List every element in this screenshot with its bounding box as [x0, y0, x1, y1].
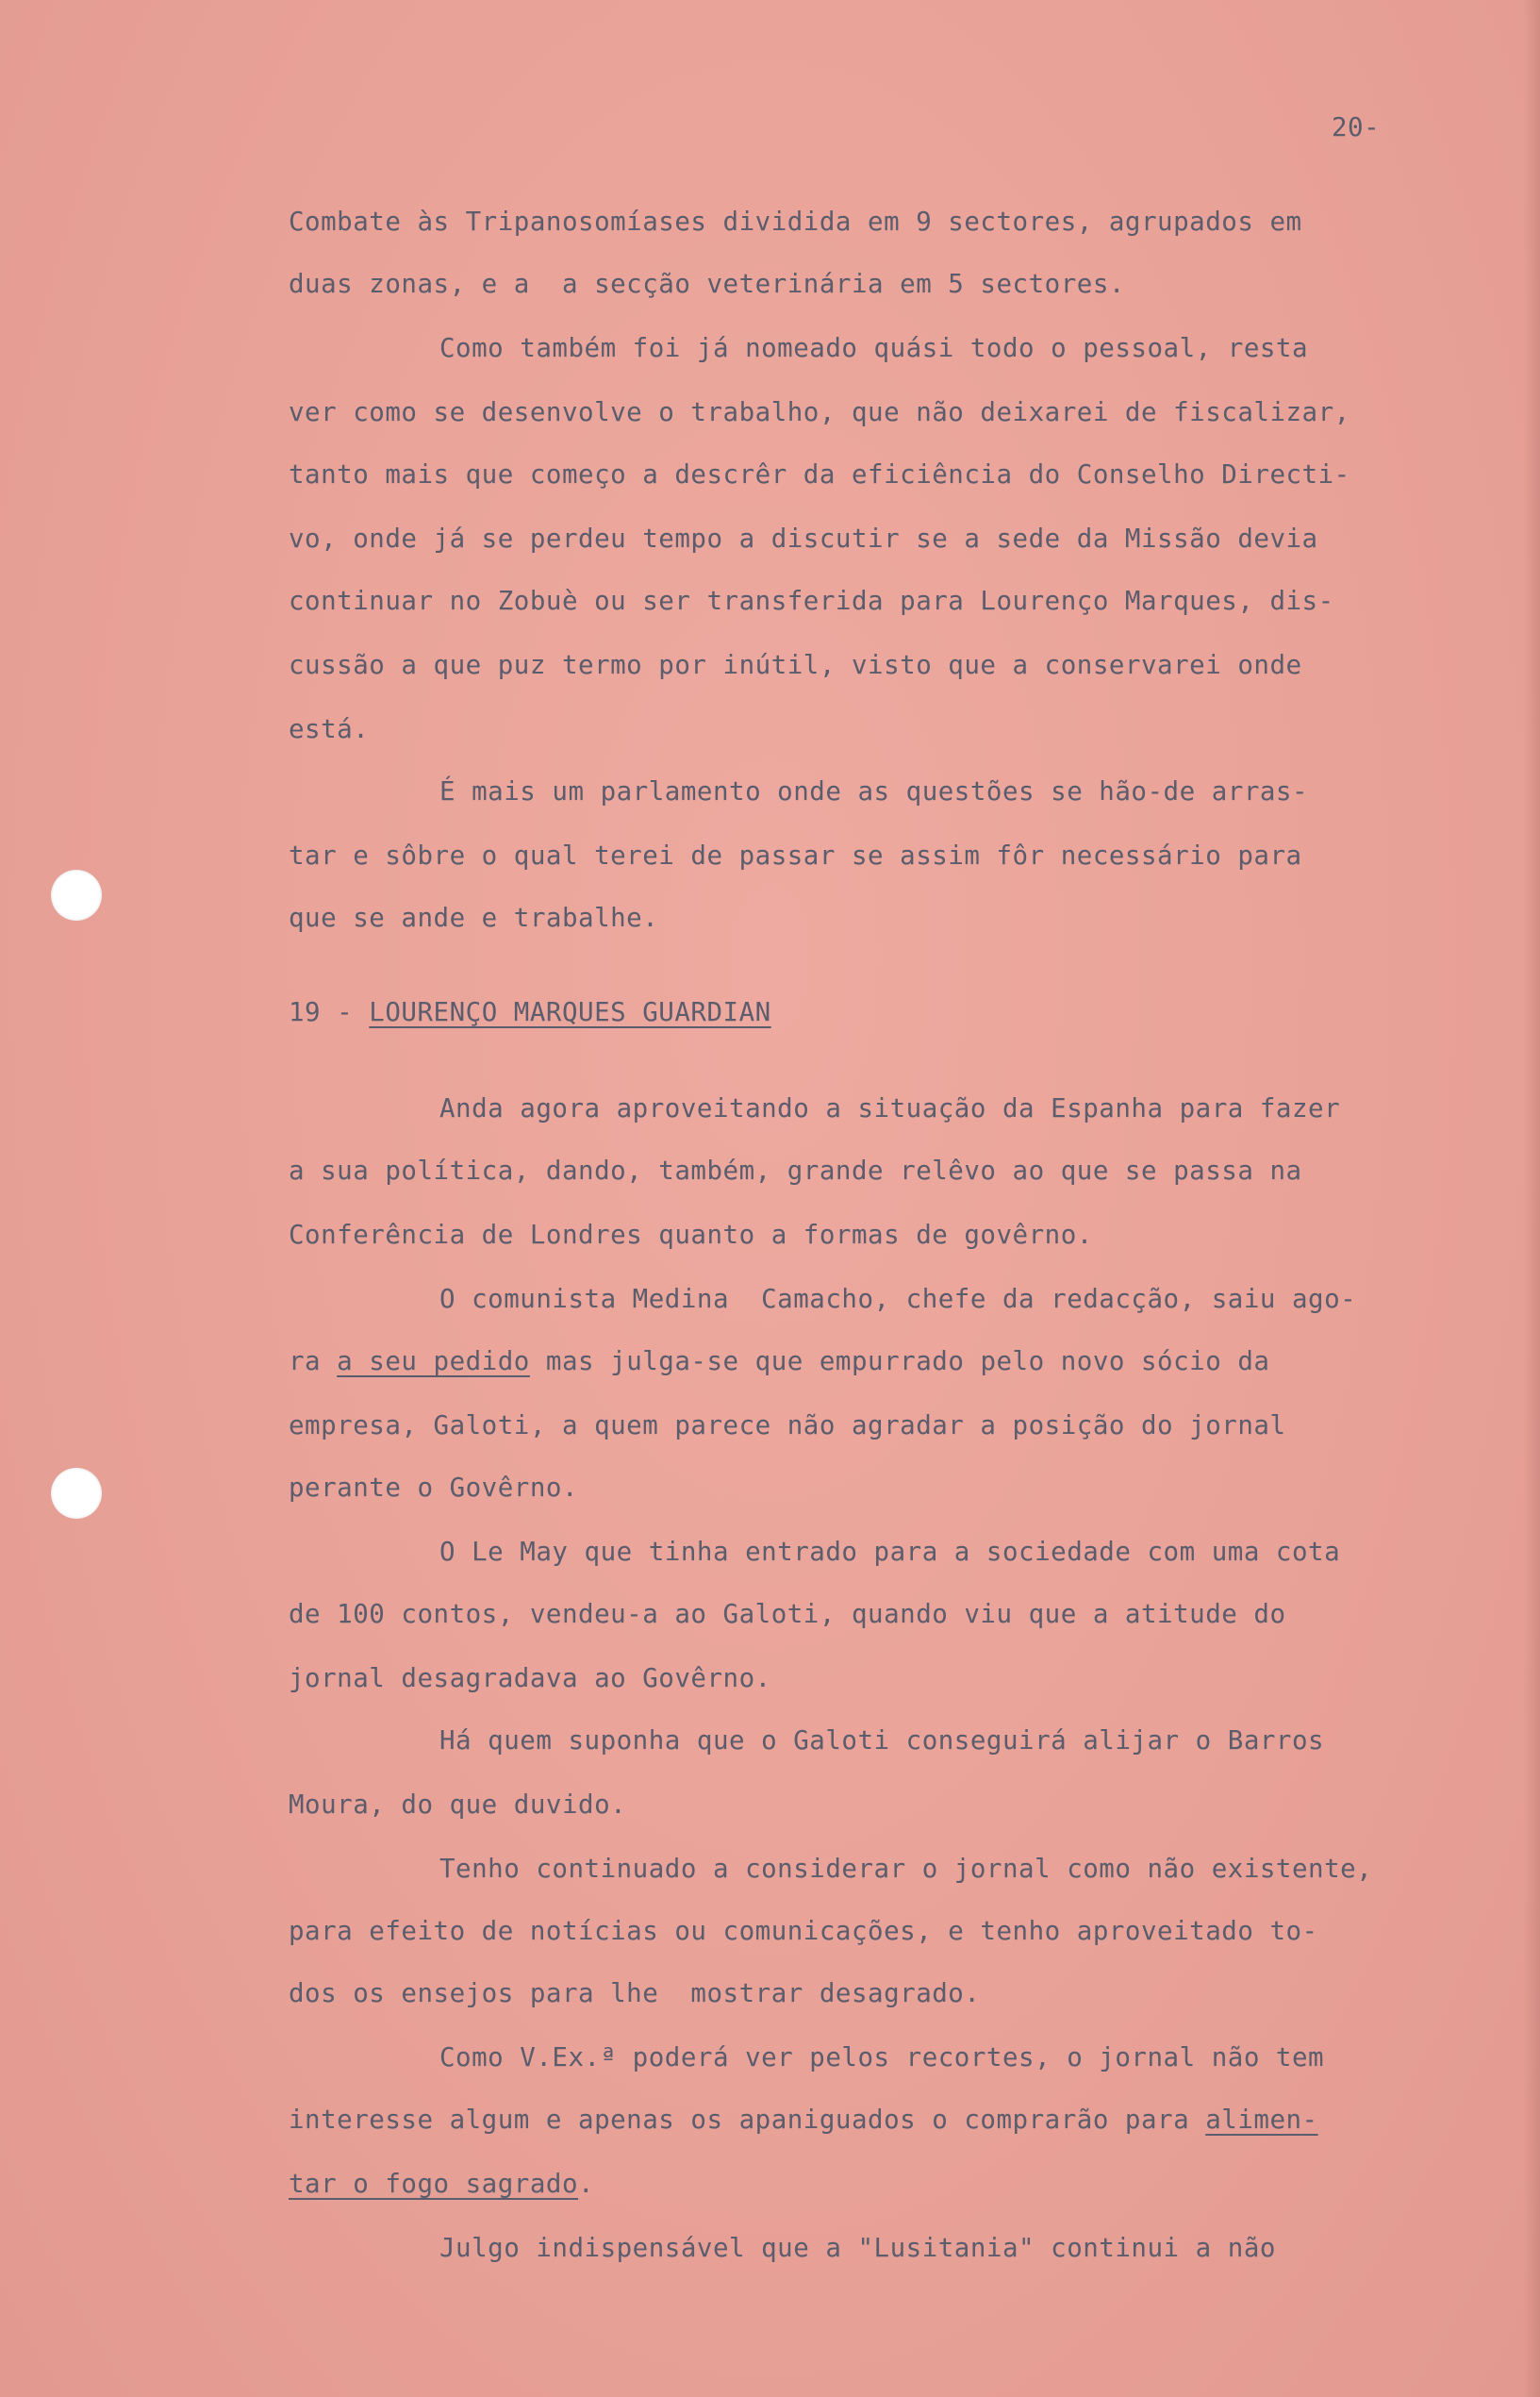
- text-segment: interesse algum e apenas os apaniguados o comprarão para: [289, 2105, 1206, 2135]
- text-line: tar e sôbre o qual terei de passar se assim fôr necessário para: [289, 841, 1302, 871]
- text-line: para efeito de notícias ou comunicações, e tenho aproveitado to-: [289, 1916, 1318, 1946]
- section-number: 19 -: [289, 997, 370, 1027]
- text-line: [289, 2107, 1318, 2134]
- text-line: cussão a que puz termo por inútil, visto que a conservarei onde: [289, 650, 1302, 680]
- page-number: 20-: [1332, 112, 1381, 142]
- text-line: Combate às Tripanosomíases dividida em 9 sectores, agrupados em: [289, 207, 1302, 237]
- underlined-phrase: alimen-: [1205, 2105, 1318, 2135]
- underlined-phrase: tar o fogo sagrado: [289, 2169, 579, 2199]
- text-line: de 100 contos, vendeu-a ao Galoti, quando viu que a atitude do: [289, 1599, 1286, 1629]
- text-line: vo, onde já se perdeu tempo a discutir se a sede da Missão devia: [289, 524, 1318, 554]
- text-line: que se ande e trabalhe.: [289, 903, 659, 933]
- text-line: Conferência de Londres quanto a formas de govêrno.: [289, 1220, 1093, 1250]
- punch-hole-bottom: [51, 1468, 102, 1519]
- text-line: Moura, do que duvido.: [289, 1789, 627, 1820]
- text-line: jornal desagradava ao Govêrno.: [289, 1663, 771, 1693]
- text-line: [289, 2169, 595, 2199]
- text-line: está.: [289, 714, 370, 744]
- text-line: Há quem suponha que o Galoti conseguirá alijar o Barros: [439, 1725, 1325, 1756]
- text-line: Como V.Ex.ª poderá ver pelos recortes, o jornal não tem: [439, 2042, 1325, 2072]
- text-line: Como também foi já nomeado quási todo o pessoal, resta: [439, 333, 1309, 363]
- underlined-phrase: a seu pedido: [337, 1346, 530, 1376]
- text-line: Anda agora aproveitando a situação da Espanha para fazer: [439, 1093, 1341, 1124]
- section-heading: [289, 997, 771, 1027]
- text-line: empresa, Galoti, a quem parece não agradar a posição do jornal: [289, 1410, 1286, 1440]
- text-line: O comunista Medina Camacho, chefe da redacção, saiu ago-: [439, 1284, 1357, 1314]
- text-line: dos os ensejos para lhe mostrar desagrado.: [289, 1978, 981, 2008]
- text-line: [289, 1346, 1270, 1376]
- text-segment: .: [578, 2169, 595, 2199]
- text-segment: mas julga-se que empurrado pelo novo sócio da: [529, 1346, 1270, 1376]
- text-line: É mais um parlamento onde as questões se hão-de arras-: [439, 776, 1309, 807]
- text-line: Tenho continuado a considerar o jornal como não existente,: [439, 1854, 1373, 1884]
- text-line: O Le May que tinha entrado para a sociedade com uma cota: [439, 1537, 1341, 1567]
- text-line: duas zonas, e a a secção veterinária em 5 sectores.: [289, 269, 1125, 299]
- text-line: Julgo indispensável que a "Lusitania" continui a não: [439, 2233, 1276, 2263]
- text-line: continuar no Zobuè ou ser transferida para Lourenço Marques, dis-: [289, 586, 1334, 616]
- text-line: a sua política, dando, também, grande relêvo ao que se passa na: [289, 1156, 1302, 1186]
- punch-hole-top: [51, 870, 102, 921]
- text-line: perante o Govêrno.: [289, 1473, 579, 1503]
- page-edge-shadow: [1523, 0, 1540, 2397]
- text-line: tanto mais que começo a descrêr da eficiência do Conselho Directi-: [289, 459, 1350, 490]
- text-line: ver como se desenvolve o trabalho, que não deixarei de fiscalizar,: [289, 397, 1350, 427]
- text-segment: ra: [289, 1346, 338, 1376]
- section-title: LOURENÇO MARQUES GUARDIAN: [369, 997, 771, 1027]
